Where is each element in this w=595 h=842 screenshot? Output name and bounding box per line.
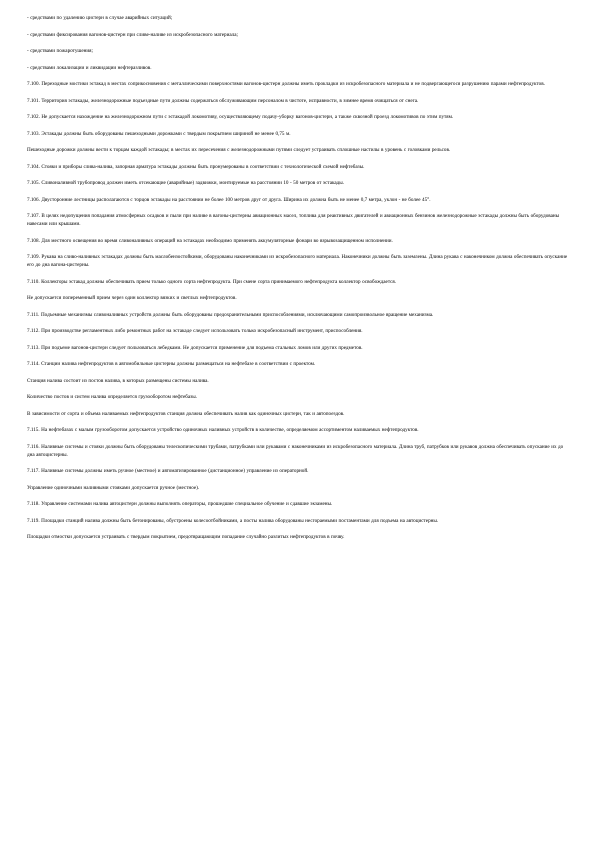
paragraph-7-107: 7.107. В целях недопущения попадания атмосферных осадков и пыли при наливе в вагоны-цистерны авиационных масел, топлива для реактивных двигателей и авиационных бензинов железнодорожные эстакады должны быть оборудованы навесами или крышами. bbox=[27, 213, 560, 227]
paragraph-7-110: 7.110. Коллекторы эстакад должны обеспечивать прием только одного сорта нефтепродукта. При смене сорта принимаемого нефтепродукта коллектор освобождается. bbox=[27, 278, 397, 285]
paragraph-7-112: 7.112. При производстве регламентных либо ремонтных работ на эстакаде следует использовать только искробезопасный инструмент, приспособления. bbox=[27, 328, 363, 334]
paragraph-7-116: 7.116. Наливные системы и стояки должны быть оборудованы телескопическими трубами, патрубками или рукавами с наконечниками из искробезопасного материала. Длина труб, патрубков или рукавов должна обеспечивать опускание их до дна автоцистерны. bbox=[27, 443, 564, 458]
list-item-wagon-fixing: - средствами фиксирования вагонов-цистерн при сливе-наливе из искробезопасного материала; bbox=[27, 31, 238, 38]
paragraph-7-102: 7.102. Не допускается нахождение на железнодорожном пути с эстакадой локомотиву, осуществляющему подачу-уборку вагонов-цистерн, а также сквозной проезд локомотивов по этим путям. bbox=[27, 114, 454, 120]
paragraph-7-104: 7.104. Стояки и приборы слива-налива, запорная арматура эстакады должны быть пронумерованы в соответствии с технологической схемой нефтебазы. bbox=[27, 163, 365, 170]
list-item-fire-fighting: - средствами пожаротушения; bbox=[27, 48, 93, 54]
paragraph-manual-control: Управление одиночными наливными стояками допускается ручное (местное). bbox=[27, 484, 200, 491]
paragraph-7-119: 7.119. Площадки станций налива должны быть бетонированы, обустроены колесоотбойниками, а посты налива оборудованы несгораемыми постаментами для подъема на автоцистерны. bbox=[27, 517, 439, 524]
document-page bbox=[27, 14, 572, 550]
paragraph-7-109: 7.109. Рукава на сливо-наливных эстакадах должны быть маслобензостойкими, оборудованы наконечниками из искробезопасного материала. Наконечники должны быть заземлены. Длина рукава с наконечником должна обеспечивать опускание его до дна вагона-цистерны. bbox=[27, 254, 568, 268]
paragraph-7-100: 7.100. Переходные мостики эстакад в местах соприкосновения с металлическими поверхностями вагонов-цистерн должны иметь прокладки из искробезопасного материала и не подвергающегося разрушению парами нефтепродуктов. bbox=[27, 81, 545, 87]
paragraph-7-106: 7.106. Двусторонние лестницы располагаются с торцов эстакады на расстоянии не более 100 метров друг от друга. Ширина их должна быть не менее 0,7 метра, уклон - не более 45°. bbox=[27, 196, 431, 203]
list-item-emergency-removal: - средствами по удалению цистерн в случае аварийных ситуаций; bbox=[27, 15, 173, 21]
paragraph-7-117: 7.117. Наливные системы должны иметь ручное (местное) и автоматизированное (дистанционное) управление из операторной. bbox=[27, 468, 309, 474]
paragraph-station-composition: Станция налива состоит из постов налива, в которых размещены системы налива. bbox=[27, 377, 209, 384]
paragraph-post-count: Количество постов и систем налива определяется грузооборотом нефтебазы. bbox=[27, 394, 197, 400]
paragraph-7-113: 7.113. При подъеме вагонов-цистерн следует пользоваться лебедками. Не допускается применение для подъема стальных ломов или других предметов. bbox=[27, 344, 363, 351]
paragraph-7-108: 7.108. Для местного освещения во время сливоналивных операций на эстакадах необходимо применять аккумуляторные фонари во взрывозащищенном исполнении. bbox=[27, 237, 393, 244]
paragraph-7-118: 7.118. Управление системами налива автоцистерн должны выполнять операторы, прошедшие специальное обучение и сдавшие экзамены. bbox=[27, 501, 333, 507]
paragraph-7-105: 7.105. Сливоналивной трубопровод должен иметь отсекающие (аварийные) задвижки, монтируемые на расстоянии 10 - 50 метров от эстакады. bbox=[27, 180, 345, 186]
paragraph-7-114: 7.114. Станции налива нефтепродуктов в автомобильные цистерны должны размещаться на нефтебазе в соответствии с проектом. bbox=[27, 361, 316, 367]
paragraph-7-103: 7.103. Эстакады должны быть оборудованы пешеходными дорожками с твердым покрытием шириной не менее 0,75 м. bbox=[27, 130, 291, 137]
paragraph-7-115: 7.115. На нефтебазах с малым грузооборотом допускается устройство одиночных наливных устройств в количестве, определяемом ассортиментом наливаемых нефтепродуктов. bbox=[27, 427, 419, 433]
paragraph-7-111: 7.111. Подъемные механизмы сливоналивных устройств должны быть оборудованы предохранительными приспособлениями, исключающими самопроизвольное вращение механизма. bbox=[27, 311, 434, 318]
paragraph-walkways: Пешеходные дорожки должны вести к торцам каждой эстакады; в местах их пересечения с железнодорожными путями следует устраивать сплошные настилы в уровень с головками рельсов. bbox=[27, 147, 451, 153]
paragraph-7-101: 7.101. Территория эстакады, железнодорожные подъездные пути должны содержаться обслуживающим персоналом в чистоте, исправности, в зимнее время очищаться от снега. bbox=[27, 97, 419, 104]
paragraph-collector-rule: Не допускается попеременный прием через один коллектор вязких и светлых нефтепродуктов. bbox=[27, 295, 237, 301]
list-item-spill-response: - средствами локализации и ликвидации нефтеразливов. bbox=[27, 64, 152, 71]
paragraph-pavement: Площадки отмостки допускается устраивать с твердым покрытием, предотвращающим попадание случайно разлитых нефтепродуктов в почву. bbox=[27, 534, 345, 540]
paragraph-station-capacity: В зависимости от сорта и объема наливаемых нефтепродуктов станция должна обеспечивать налив как одиночных цистерн, так и автопоездов. bbox=[27, 410, 345, 417]
